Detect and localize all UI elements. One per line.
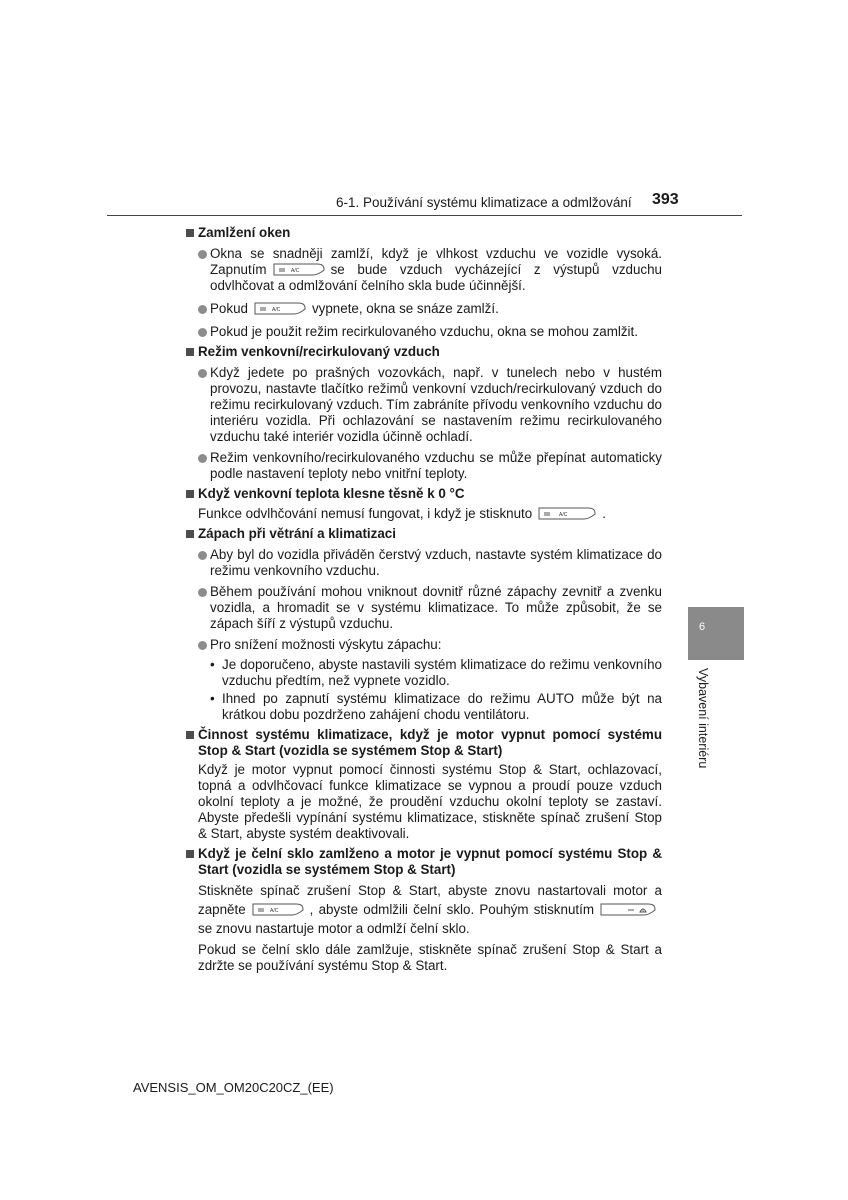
section-heading <box>186 526 662 542</box>
ac-button-icon <box>538 507 596 520</box>
bullet-text: Režim venkovního/recirkulovaného vzduchu se může přepínat automaticky podle nastavení teploty nebo vnitřní teploty. <box>210 450 662 481</box>
square-bullet-icon <box>186 229 194 237</box>
paragraph-text: , abyste odmlžili čelní sklo. Pouhým stisknutím <box>309 902 594 917</box>
circle-bullet-icon <box>198 551 207 560</box>
paragraph-text: . <box>602 506 606 521</box>
bullet-item <box>186 450 662 482</box>
paragraph-text: Když je motor vypnut pomocí činnosti systému Stop & Start, ochlazovací, topná a odvlhčovací funkce klimatizace se vypnou a proudí pouze vzduch okolní teploty a je možné, že proudění vzduchu okolní teploty se zastaví. Abyste předešli vypínání systému klimatizace, stiskněte spínač zrušení Stop & Start, abyste systém deaktivovali. <box>198 762 662 841</box>
square-bullet-icon <box>186 850 194 858</box>
circle-bullet-icon <box>198 305 207 314</box>
heading-text: Když je čelní sklo zamlženo a motor je vypnut pomocí systému Stop & Start (vozidla se systémem Stop & Start) <box>198 846 662 877</box>
section-air-mode <box>186 344 662 482</box>
circle-bullet-icon <box>198 588 207 597</box>
content <box>186 225 662 974</box>
bullet-text: Aby byl do vozidla přiváděn čerstvý vzduch, nastavte systém klimatizace do režimu venkovního vzduchu. <box>210 547 662 578</box>
ac-label: A/C <box>559 511 568 518</box>
bullet-text: vypnete, okna se snáze zamlží. <box>311 301 499 316</box>
bullet-text: Pokud <box>210 301 248 316</box>
header-title: 6-1. Používání systému klimatizace a odmlžování <box>336 195 632 210</box>
section-heading <box>186 486 662 502</box>
dash-item <box>186 691 662 723</box>
section-heading <box>186 846 662 878</box>
dash-item <box>186 657 662 689</box>
section-odors <box>186 526 662 723</box>
section-stop-start-ac <box>186 727 662 842</box>
heading-text: Režim venkovní/recirkulovaný vzduch <box>198 344 440 359</box>
section-low-temperature <box>186 486 662 522</box>
chapter-number: 6 <box>698 621 706 633</box>
bullet-item <box>186 637 662 653</box>
circle-bullet-icon <box>198 250 207 259</box>
heading-text: Zamlžení oken <box>198 225 291 240</box>
ac-label: A/C <box>269 907 278 914</box>
bullet-item <box>186 324 662 340</box>
bullet-text: Když jedete po prašných vozovkách, např. v tunelech nebo v hustém provozu, nastavte tlačítko režimů venkovní vzduch/recirkulovaný vzduch do režimu recirkulovaný vzduch. Tím zabráníte přívodu venkovního vzduchu do interiéru vozidla. Při ochlazování se nastavením režimu recirkulovaného vzduchu také interiér vozidla účinně ochladí. <box>210 365 662 444</box>
paragraph <box>186 506 662 522</box>
square-bullet-icon <box>186 348 194 356</box>
bullet-text: Během používání mohou vniknout dovnitř různé zápachy zevnitř a zvenku vozidla, a hromadit se v systému klimatizace. To může způsobit, že se zápach šíří z výstupů vzduchu. <box>210 584 662 631</box>
page-number: 393 <box>652 191 679 208</box>
section-heading <box>186 727 662 759</box>
dash-text: Ihned po zapnutí systému klimatizace do režimu AUTO může být na krátkou dobu pozdrženo zahájení chodu ventilátoru. <box>222 691 662 722</box>
heading-text: Činnost systému klimatizace, když je motor vypnut pomocí systému Stop & Start (vozidla se systémem Stop & Start) <box>198 727 662 758</box>
bullet-text: se bude vzduch vycházející z výstupů vzduchu odvlhčovat a odmlžování čelního skla bude účinnější. <box>210 262 662 293</box>
bullet-text: Okna se snadněji zamlží, když je vlhkost vzduchu ve vozidle vysoká. Zapnutím <box>210 246 662 277</box>
section-window-fogging <box>186 225 662 340</box>
paragraph <box>186 942 662 974</box>
circle-bullet-icon <box>198 454 207 463</box>
ac-button-icon <box>252 903 304 916</box>
dash-bullet-icon: • <box>210 657 215 672</box>
bullet-text: Pro snížení možnosti výskytu zápachu: <box>210 637 442 652</box>
section-heading <box>186 344 662 360</box>
circle-bullet-icon <box>198 328 207 337</box>
header-rule <box>107 215 742 216</box>
chapter-tab <box>688 607 744 660</box>
footer-code: AVENSIS_OM_OM20C20CZ_(EE) <box>133 1080 334 1095</box>
paragraph-text: Stiskněte spínač zrušení Stop & Start, abyste znovu nastartovali motor a zapněte <box>198 883 662 917</box>
paragraph-text: se znovu nastartuje motor a odmlží čelní sklo. <box>198 921 470 936</box>
dash-text: Je doporučeno, abyste nastavili systém klimatizace do režimu venkovního vzduchu předtím, než vypnete vozidlo. <box>222 657 662 688</box>
defroster-button-icon <box>600 903 656 916</box>
bullet-item <box>186 301 662 317</box>
bullet-item <box>186 547 662 579</box>
heading-text: Když venkovní teplota klesne těsně k 0 °C <box>198 486 465 501</box>
ac-label: A/C <box>290 267 299 274</box>
bullet-item <box>186 365 662 445</box>
square-bullet-icon <box>186 490 194 498</box>
square-bullet-icon <box>186 530 194 538</box>
ac-label: A/C <box>271 306 281 313</box>
paragraph-text: Funkce odvlhčování nemusí fungovat, i když je stisknuto <box>198 506 533 521</box>
ac-button-icon <box>254 302 306 315</box>
circle-bullet-icon <box>198 369 207 378</box>
bullet-text: Pokud je použit režim recirkulovaného vzduchu, okna se mohou zamlžit. <box>210 324 638 339</box>
dash-bullet-icon: • <box>210 691 215 706</box>
paragraph <box>186 762 662 842</box>
paragraph <box>186 881 662 938</box>
paragraph-text: Pokud se čelní sklo dále zamlžuje, stiskněte spínač zrušení Stop & Start a zdržte se používání systému Stop & Start. <box>198 942 662 973</box>
bullet-item <box>186 584 662 632</box>
square-bullet-icon <box>186 731 194 739</box>
section-heading <box>186 225 662 241</box>
circle-bullet-icon <box>198 641 207 650</box>
bullet-item <box>186 246 662 294</box>
ac-button-icon <box>273 263 325 276</box>
section-stop-start-windshield <box>186 846 662 974</box>
chapter-label: Vybavení interiéru <box>696 668 710 769</box>
heading-text: Zápach při větrání a klimatizaci <box>198 526 396 541</box>
